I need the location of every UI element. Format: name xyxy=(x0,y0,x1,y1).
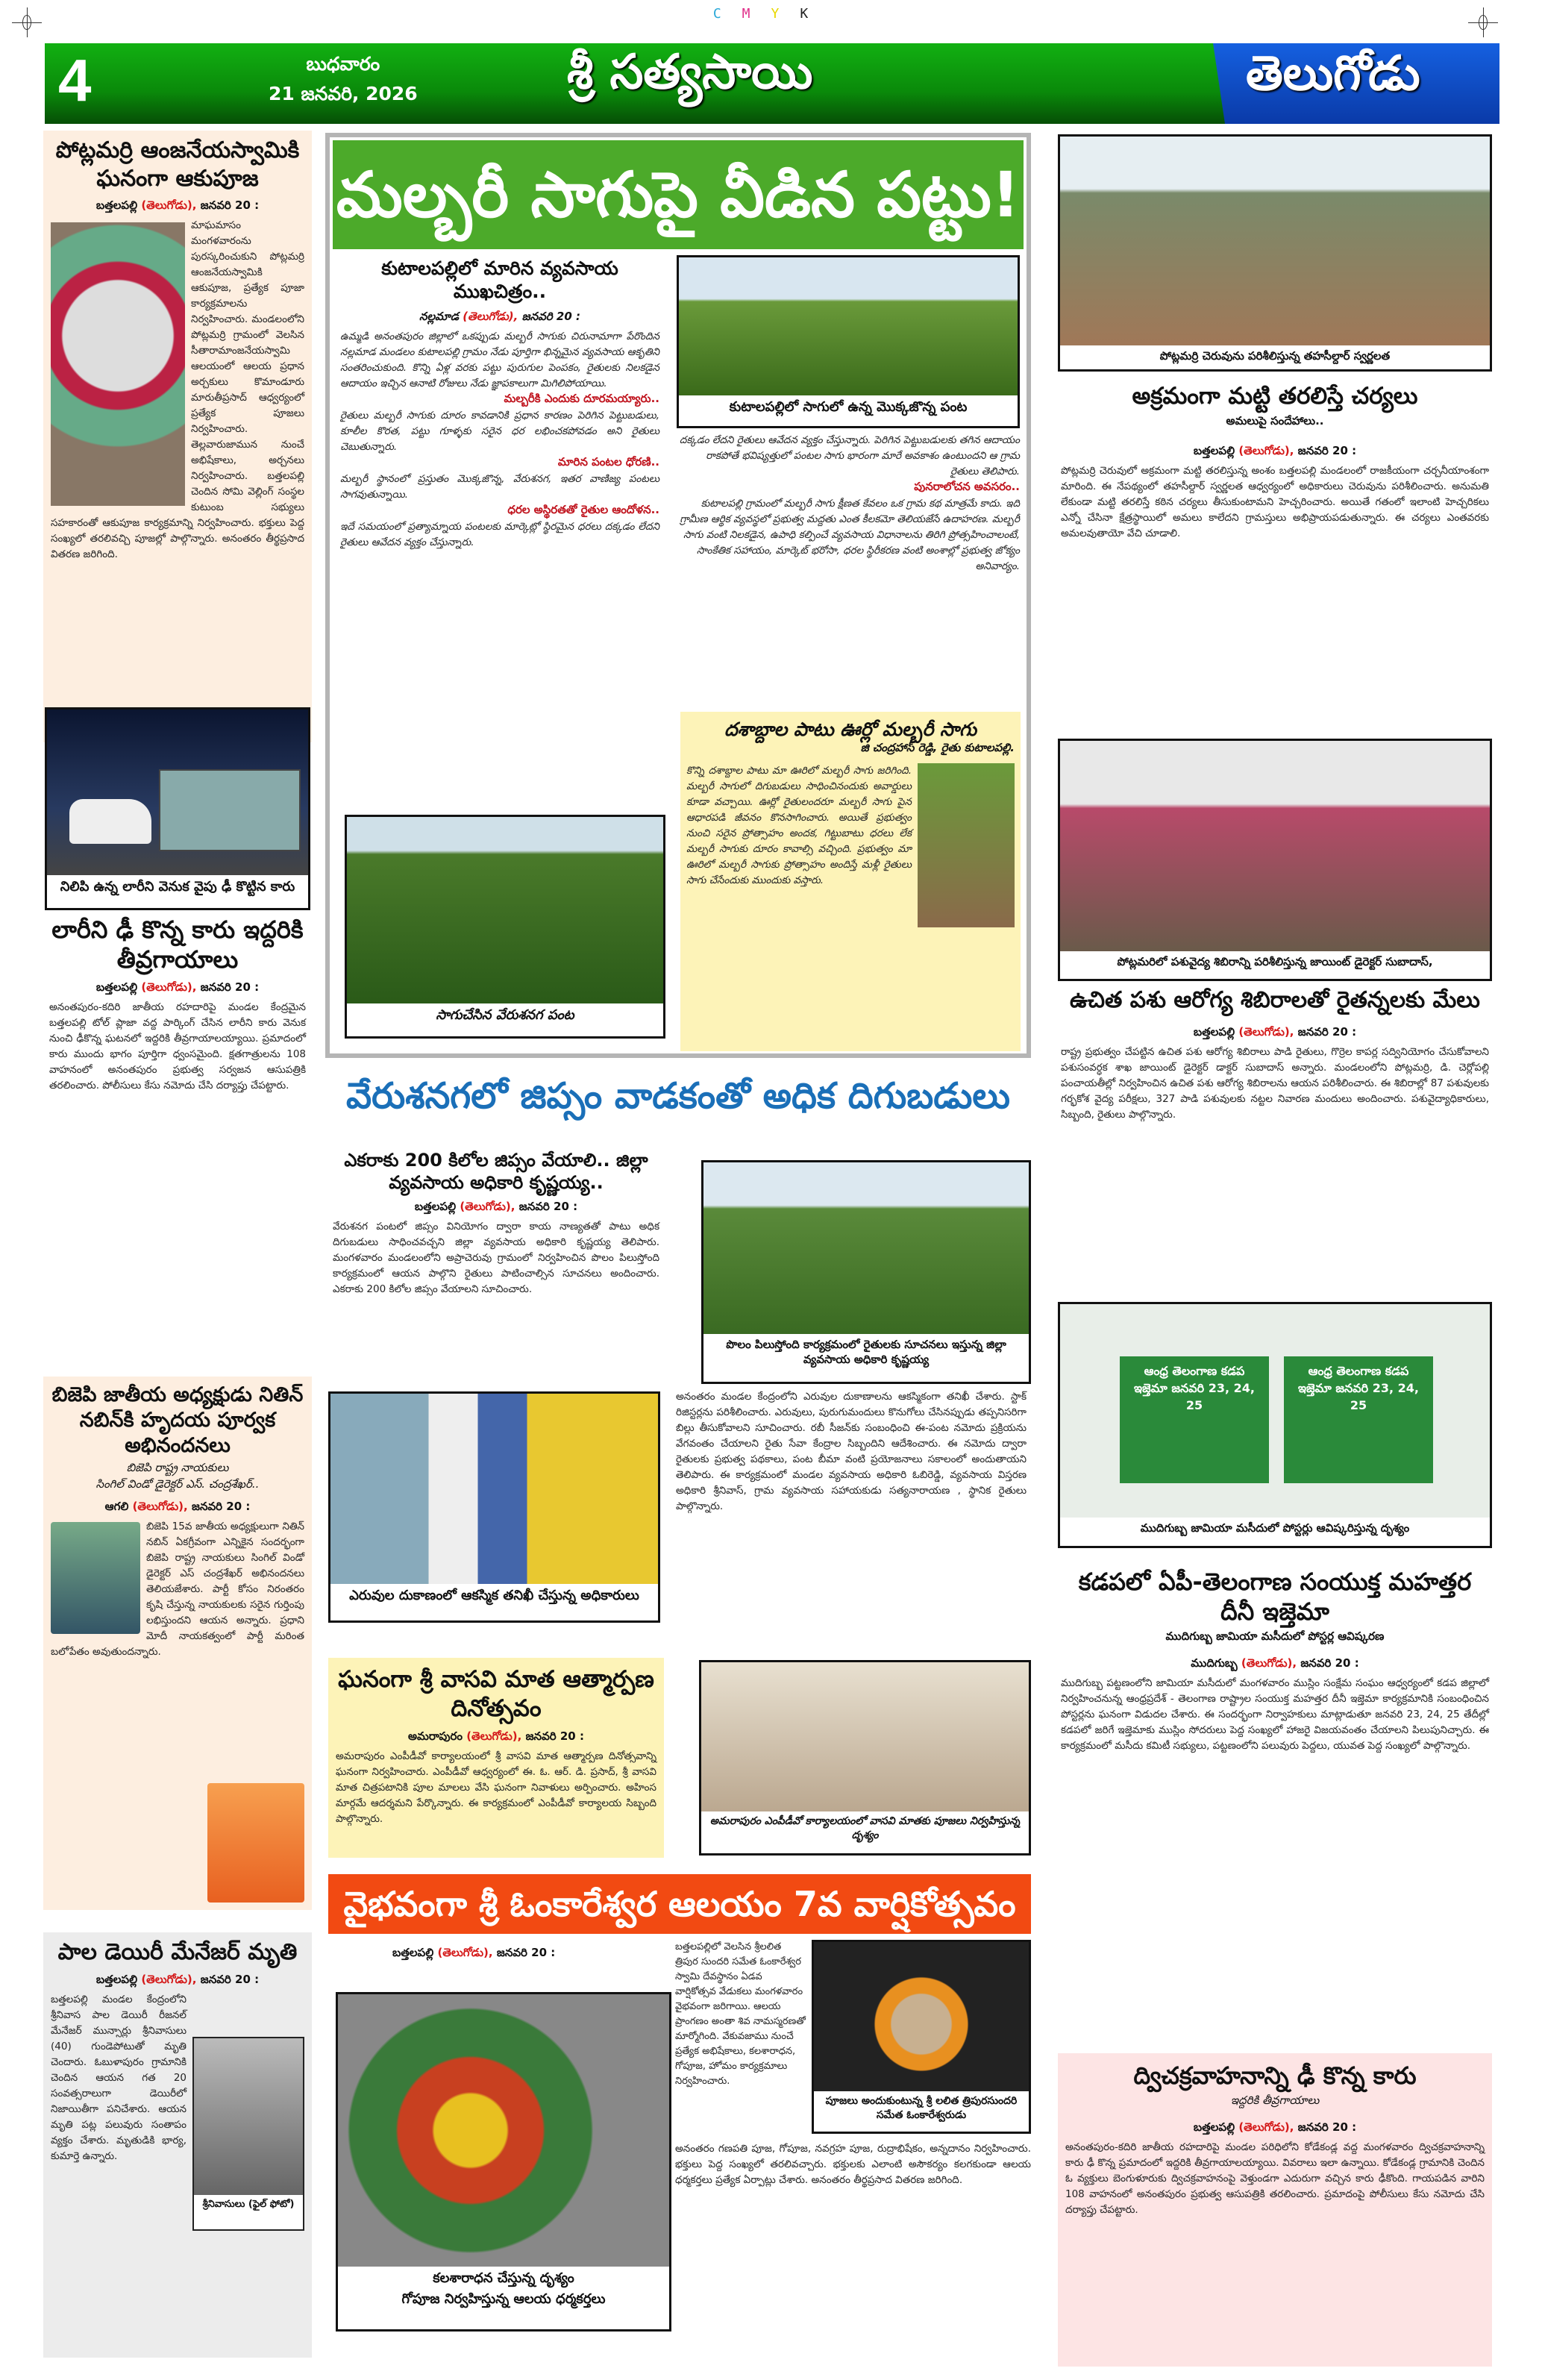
registration-mark-left-icon xyxy=(12,7,42,37)
gypsum-headline: వేరుశనగలో జిప్సం వాడకంతో అధిక దిగుబడులు xyxy=(346,1075,1010,1117)
fertilizer-shop-photo xyxy=(330,1394,658,1584)
shivalinga-photo xyxy=(814,1942,1029,2091)
vet-camp-photo xyxy=(1060,741,1490,951)
article-body: పోట్లమర్రి చెరువులో అక్రమంగా మట్టి తరలిస్తున్న అంశం బత్తలపల్లి మండలంలో రాజకీయంగా చర్చనీయాంశంగా మారింది. ఈ నేపథ్యంలో తహసీల్దార్ స్వర్ణలత ఆధ్వర్యంలో అధికారులు చెరువును పరిశీలించారు. అనుమతి లేకుండా మట్టి తరలిస్తే కఠిన చర్యలు తీసుకుంటామని హెచ్చరించారు. అయితే గతంలో ఇలాంటి హెచ్చరికలు ఎన్నో చేసినా క్షేత్రస్థాయిలో అమలు కాలేదని గ్రామస్తులు అభిప్రాయపడుతున్నారు. ఈ చర్యలు ఎంతవరకు అమలవుతాయో వేచి చూడాలి. xyxy=(1061,464,1489,539)
vasavi-puja-photo xyxy=(701,1662,1029,1811)
headline: ఘనంగా శ్రీ వాసవి మాత ఆత్మార్పణ దినోత్సవం xyxy=(338,1666,654,1722)
article-body: రాష్ట్ర ప్రభుత్వం చేపట్టిన ఉచిత పశు ఆరోగ్య శిబిరాలు పాడి రైతులు, గొర్రెల కాపర్ల సద్వినియోగం చేసుకోవాలని పశుసంవర్ధక శాఖ జాయింట్ డైరెక్టర్ డాక్టర్ సుబాదాస్ అన్నారు. మండలంలోని పోట్లమర్రి, డి. చెర్లోపల్లి పంచాయతీల్లో నిర్వహించిన ఉచిత పశు ఆరోగ్య శిబిరాలను ఆయన పరిశీలించారు. ఈ శిబిరాల్లో 87 పశువులకు గర్భకోశ వైద్య పరీక్షలు, 327 పాడి పశువులకు నట్టల నివారణ మందులు అందించారు. పశువైద్యాధికారులు, సిబ్బంది, రైతులు పాల్గొన్నారు. xyxy=(1061,1045,1489,1121)
ijtema-poster-1: ఆంధ్ర తెలంగాణ కడప ఇజ్తెమా జనవరి 23, 24, 25 xyxy=(1120,1356,1269,1483)
subhead: అమలుపై సందేహాలు.. xyxy=(1226,413,1324,428)
quote-box-chandrahas-reddy xyxy=(680,712,1021,1051)
photo-box-vet-camp xyxy=(1058,739,1492,981)
photo-box-vasavi xyxy=(699,1660,1031,1856)
chandrasekhar-portrait xyxy=(51,1522,140,1634)
headline: అక్రమంగా మట్టి తరలిస్తే చర్యలు xyxy=(1132,383,1418,410)
dateline: బత్తలపల్లి (తెలుగోడు), జనవరి 20 : xyxy=(1193,443,1357,457)
dateline: బత్తలపల్లి (తెలుగోడు), జనవరి 20 : xyxy=(95,198,260,212)
feature-mulberry xyxy=(325,133,1031,1058)
subhead: ఎకరాకు 200 కిలోల జిప్సం వేయాలి.. జిల్లా వ్యవసాయ అధికారి కృష్ణయ్య.. xyxy=(344,1150,648,1193)
photo-caption-2: గోపూజ నిర్వహిస్తున్న ఆలయ ధర్మకర్తలు xyxy=(401,2291,606,2307)
article-body: ముదిగుబ్బ పట్టణంలోని జామియా మసీదులో మంగళవారం ముస్లిం సంక్షేమ సంఘం ఆధ్వర్యంలో కడప జిల్లాలో నిర్వహించనున్న ఆంధ్రప్రదేశ్ - తెలంగాణ రాష్ట్రాల సంయుక్త మహత్తర దీనీ ఇజ్తెమా కార్యక్రమానికి సంబంధించిన పోస్టర్లను ఘనంగా విడుదల చేశారు. ఈ సందర్భంగా నిర్వాహకులు మాట్లాడుతూ జనవరి 23, 24, 25 తేదీల్లో కడపలో జరిగే ఇజ్తెమాకు ముస్లిం సోదరులు పెద్ద సంఖ్యలో హాజరై విజయవంతం చేయాలని పిలుపునిచ్చారు. ఈ కార్యక్రమంలో మసీదు కమిటీ సభ్యులు, పట్టణంలోని పలువురు పెద్దలు, యువత పెద్ద సంఖ్యలో పాల్గొన్నారు. xyxy=(1061,1677,1489,1752)
body-1: ఉమ్మడి అనంతపురం జిల్లాలో ఒకప్పుడు మల్బరీ సాగుకు చిరునామాగా పేరొందిన నల్లమాడ మండలం కుటాలపల్లి గ్రామం నేడు పూర్తిగా భిన్నమైన వ్యవసాయ ఆకృతిని సంతరించుకుంది. కొన్ని ఏళ్ల వరకు పట్టు పురుగుల పెంపకం, రైతులకు నిలకడైన ఆదాయం ఇచ్చిన ఆనాటి రోజులు నేడు జ్ఞాపకాలుగా మిగిలిపోయాయి. xyxy=(340,330,659,389)
photo-caption-1: కలశారాధన చేస్తున్న దృశ్యం xyxy=(433,2270,574,2286)
gypsum-article-right xyxy=(671,1389,1031,1515)
photo-box-shivalinga xyxy=(812,1940,1031,2134)
article-body: అనంతపురం-కదిరి జాతీయ రహదారిపై మండల పరిధిలోని కోడేకండ్ల వద్ద మంగళవారం ద్విచక్రవాహనాన్ని కారు ఢీ కొన్న ప్రమాదంలో ఇద్దరికి తీవ్రగాయాలయ్యాయి. వివరాలు ఇలా ఉన్నాయి. కోడేకండ్ల గ్రామానికి చెందిన ఓ వ్యక్తులు బెంగుళూరుకు ద్విచక్రవాహనంపై వెళ్తుండగా ఎదురుగా వచ్చిన కారు ఢీకొంది. గాయపడిన వారిని 108 వాహనంలో అనంతపురం ప్రభుత్వ ఆసుపత్రికి తరలించారు. ప్రమాదంపై పోలీసులు కేసు నమోదు చేసి దర్యాప్తు చేపట్టారు. xyxy=(1065,2141,1485,2216)
gypsum-article-left xyxy=(328,1149,664,1297)
article-body: వేరుశనగ పంటలో జిప్సం వినియోగం ద్వారా కాయ నాణ్యతతో పాటు అధిక దిగుబడులు సాధించవచ్చని జిల్లా వ్యవసాయ అధికారి కృష్ణయ్య తెలిపారు. మంగళవారం మండలంలోని అప్రాచెరువు గ్రామంలో నిర్వహించిన పొలం పిలుస్తోంది కార్యక్రమంలో ఆయన పాల్గొని రైతులు పాటించాల్సిన సూచనలు అందించారు. ఎకరాకు 200 కిలోల జిప్సం వేయాలని సూచించారు. xyxy=(333,1221,659,1295)
omkar-article-narrow-col xyxy=(675,1940,806,2089)
article-two-wheeler-accident xyxy=(1058,2053,1492,2367)
article-dairy-manager-death xyxy=(43,1932,312,2358)
article-body-2: అనంతరం గణపతి పూజ, గోపూజ, నవగ్రహ పూజ, రుద్రాభిషేకం, అన్నదానం నిర్వహించారు. భక్తులు పెద్ద సంఖ్యలో తరలివచ్చారు. భక్తులకు ఎలాంటి అసౌకర్యం కలగకుండా ఆలయ ధర్మకర్తలు ప్రత్యేక ఏర్పాట్లు చేశారు. అనంతరం తీర్థప్రసాద వితరణ జరిగింది. xyxy=(675,2143,1031,2186)
photo-box-lorry-accident xyxy=(45,707,310,910)
cmyk-c: C xyxy=(712,6,742,22)
cmyk-k: K xyxy=(800,6,830,22)
cmyk-y: Y xyxy=(771,6,800,22)
article-bjp-nitin-nabin xyxy=(43,1377,312,1910)
srinivasulu-photo-box xyxy=(192,2037,304,2231)
red-subhead-3: ధరల అస్థిరతతో రైతుల ఆందోళన.. xyxy=(507,502,659,516)
article-vet-camp xyxy=(1058,986,1492,1123)
photo-caption: పూజలు అందుకుంటున్న శ్రీ లలిత త్రిపురసుందరి సమేత ఓంకారేశ్వరుడు xyxy=(825,2095,1018,2121)
quote-headline: దశాబ్దాల పాటు ఊర్లో మల్బరీ సాగు xyxy=(724,718,977,740)
article-body: అనంతపురం-కదిరి జాతీయ రహదారిపై మండల కేంద్రమైన బత్తలపల్లి టోల్ ప్లాజా వద్ద పార్కింగ్ చేసిన లారీని కారు వెనుక నుంచి ఢీకొన్న ఘటనలో ఇద్దరికి తీవ్రగాయాలయ్యాయి. ప్రమాదంలో కారు ముందు భాగం పూర్తిగా ధ్వంసమైంది. క్షతగాత్రులను 108 వాహనంలో అనంతపురం ప్రభుత్వ సర్వజన ఆసుపత్రికి తరలించారు. పోలీసులు కేసు నమోదు చేసి దర్యాప్తు చేపట్టారు. xyxy=(49,1001,306,1092)
edition-title: శ్రీ సత్యసాయి xyxy=(567,45,813,100)
article-body: బత్తలపల్లి మండల కేంద్రంలోని శ్రీనివాస పాల డెయిరీ రీజనల్ మేనేజర్ మున్సార్లు శ్రీనివాసులు (40) గుండెపోటుతో మృతి చెందారు. ఓబుళాపురం గ్రామానికి చెందిన ఆయన గత 20 సంవత్సరాలుగా డెయిరీలో నిజాయితీగా పనిచేశారు. ఆయన మృతి పట్ల పలువురు సంతాపం వ్యక్తం చేశారు. మృతుడికి భార్య, కుమార్తె ఉన్నారు. xyxy=(51,1993,187,2162)
page-number: 4 xyxy=(58,47,92,113)
quote-byline: జి చంద్రహాస్ రెడ్డి, రైతు కుటాలపల్లి. xyxy=(860,741,1015,755)
photo-caption: ఎరువుల దుకాణంలో ఆకస్మిక తనిఖీ చేస్తున్న అధికారులు xyxy=(349,1588,639,1603)
headline: ఉచిత పశు ఆరోగ్య శిబిరాలతో రైతన్నలకు మేలు xyxy=(1070,987,1480,1013)
body-4: ఇదే సమయంలో ప్రత్యామ్నాయ పంటలకు మార్కెట్లో స్థిరమైన ధరలు దక్కడం లేదని రైతులు ఆవేదన వ్యక్తం చేస్తున్నారు. xyxy=(340,520,659,548)
photo-caption: పోట్లమర్రి చెరువును పరిశీలిస్తున్న తహసీల్దార్ స్వర్ణలత xyxy=(1159,349,1391,363)
dateline: నల్లమాడ (తెలుగోడు), జనవరి 20 : xyxy=(419,309,580,323)
headline: బిజెపి జాతీయ అధ్యక్షుడు నితిన్ నబిన్‌కి హృదయ పూర్వక అభినందనలు xyxy=(51,1383,304,1457)
quote-body: కొన్ని దశాబ్దాల పాటు మా ఊరిలో మల్బరీ సాగు జరిగింది. మల్బరీ సాగులో దిగుబడులు సాధించినందుకు అవార్డులు కూడా వచ్చాయి. ఊర్లో రైతులందరూ మల్బరీ సాగు పైన ఆధారపడి జీవనం కొనసాగించారు. అయితే ప్రభుత్వం నుంచి సరైన ప్రోత్సాహం అందక, గిట్టుబాటు ధరలు లేక మల్బరీ సాగుకు దూరం కావాల్సి వచ్చింది. ప్రభుత్వం మా ఊరిలో మల్బరీ సాగుకు ప్రోత్సాహం అందిస్తే మళ్లీ రైతులు సాగు చేసేందుకు ముందుకు వస్తారు. xyxy=(686,765,912,887)
car-shape xyxy=(69,799,151,844)
article-lorry-accident xyxy=(43,912,312,1359)
feature-banner: మల్బరీ సాగుపై వీడిన పట్టు! xyxy=(333,140,1024,249)
lorry-shape xyxy=(159,769,301,851)
article-body: మాఘమాసం మంగళవారంను పురస్కరించుకుని పోట్లమర్రి ఆంజనేయస్వామికి ఆకుపూజ, ప్రత్యేక పూజా కార్యక్రమాలను నిర్వహించారు. మండలంలోని పోట్లమర్రి గ్రామంలో వెలసిన సీతారామాంజనేయస్వామి ఆలయంలో ఆలయ ప్రధాన అర్చకులు కొమాండూరు మారుతీప్రసాద్ ఆధ్వర్యంలో ప్రత్యేక పూజలు నిర్వహించారు. తెల్లవారుజామున నుంచే అభిషేకాలు, అర్చనలు నిర్వహించారు. బత్తలపల్లి చెందిన సోమి వెల్లింగ్ సంస్థల కుటుంబ సభ్యులు సహకారంతో ఆకుపూజ కార్యక్రమాన్ని నిర్వహించారు. భక్తులు పెద్ద సంఖ్యలో తరలివచ్చి పూజల్లో పాల్గొన్నారు. అనంతరం తీర్థప్రసాద వితరణ జరిగింది. xyxy=(51,219,304,560)
omkareshwara-banner: వైభవంగా శ్రీ ఓంకారేశ్వర ఆలయం 7వ వార్షికోత్సవం xyxy=(328,1874,1031,1934)
groundnut-crop-photo xyxy=(347,817,663,1003)
subhead-2: సింగిల్ విండో డైరెక్టర్ ఎస్. చంద్రశేఖర్.. xyxy=(95,1477,260,1491)
headline: ద్విచక్రవాహనాన్ని ఢీ కొన్న కారు xyxy=(1133,2061,1417,2090)
article-ijtema xyxy=(1058,1567,1492,1754)
srinivasulu-portrait xyxy=(194,2038,303,2195)
photo-caption: కుటాలపల్లిలో సాగులో ఉన్న మొక్కజొన్న పంట xyxy=(729,399,968,415)
article-vasavi-matha xyxy=(328,1658,664,1858)
photo-caption: అమరాపురం ఎంపీడీవో కార్యాలయంలో వాసవి మాతకు పూజలు నిర్వహిస్తున్న దృశ్యం xyxy=(709,1815,1021,1841)
body-3: మల్బరీ స్థానంలో ప్రస్తుతం మొక్కజొన్న, వేరుశనగ, ఇతర వాణిజ్య పంటలు సాగవుతున్నాయి. xyxy=(340,472,659,501)
subhead: ఇద్దరికి తీవ్రగాయాలు xyxy=(1230,2094,1320,2107)
tahsildar-inspection-photo xyxy=(1060,137,1490,345)
photo-box-maize xyxy=(677,255,1020,428)
farmer-portrait xyxy=(918,763,1015,927)
photo-caption: శ్రీనివాసులు (ఫైల్ ఫోటో) xyxy=(202,2198,295,2210)
cmyk-registration-marks xyxy=(0,6,1542,22)
dateline: ముదిగుబ్బ (తెలుగోడు), జనవరి 20 : xyxy=(1191,1656,1359,1670)
body-2: రైతులు మల్బరీ సాగుకు దూరం కావడానికి ప్రధాన కారణం పెరిగిన పెట్టుబడులు, కూలీల కొరత, పట్టు గూళ్ళకు సరైన ధర లభించకపోవడం అని రైతులు చెబుతున్నారు. xyxy=(340,409,659,453)
brand-logo: తెలుగోడు xyxy=(1246,46,1420,101)
body-6: కుటాలపల్లి గ్రామంలో మల్బరీ సాగు క్షీణత కేవలం ఒక గ్రామ కథ మాత్రమే కాదు. ఇది గ్రామీణ ఆర్థిక వ్యవస్థలో ప్రభుత్వ మద్దతు ఎంత కీలకమో తెలియజేసే ఉదాహరణ. మల్బరీ సాగు వంటి నిలకడైన, ఉపాధి కల్పించే వ్యవసాయ విధానాలను తిరిగి ప్రోత్సహించాలంటే, సాంకేతిక సహాయం, మార్కెట్ భరోసా, ధరల స్థిరీకరణ వంటి అంశాల్లో ప్రభుత్వ జోక్యం అనివార్యం. xyxy=(680,498,1020,572)
article-body-1: బత్తలపల్లిలో వెలసిన శ్రీలలిత త్రిపుర సుందరి సమేత ఓంకారేశ్వర స్వామి దేవస్థానం ఏడవ వార్షికోత్సవ వేడుకలు మంగళవారం వైభవంగా జరిగాయి. ఆలయ ప్రాంగణం అంతా శివ నామస్మరణతో మార్మోగింది. వేకువజాము నుంచే ప్రత్యేక అభిషేకాలు, కలశారాధన, గోపూజ, హోమం కార్యక్రమాలు నిర్వహించారు. xyxy=(675,1941,806,2087)
dateline: ఆగలి (తెలుగోడు), జనవరి 20 : xyxy=(104,1500,251,1514)
polam-pilustondi-photo xyxy=(703,1162,1029,1334)
photo-box-fertilizer-shop xyxy=(328,1391,660,1623)
photo-box-ijtema-poster xyxy=(1058,1302,1492,1548)
photo-box-kalasharadhana xyxy=(336,1992,671,2332)
omkar-article-bottom xyxy=(675,2141,1031,2188)
photo-box-tahsildar xyxy=(1058,134,1492,372)
issue-date: 21 జనవరి, 2026 xyxy=(269,83,418,104)
red-subhead-2: మారిన పంటల ధోరణి.. xyxy=(557,454,659,469)
ijtema-poster-photo xyxy=(1060,1304,1490,1518)
photo-caption: ముదిగుబ్బ జామియా మసీదులో పోస్టర్లు ఆవిష్కరిస్తున్న దృశ్యం xyxy=(1140,1521,1410,1535)
headline: లారీని ఢీ కొన్న కారు ఇద్దరికి తీవ్రగాయాలు xyxy=(51,915,304,974)
cmyk-m: M xyxy=(742,6,771,22)
article-potlamarri-akupuja xyxy=(43,131,312,742)
date-block xyxy=(269,49,418,109)
subhead: ముదిగుబ్బ జామియా మసీదులో పోస్టర్ల ఆవిష్కరణ xyxy=(1165,1629,1385,1643)
registration-mark-right-icon xyxy=(1468,7,1498,37)
photo-box-polam-pilustondi xyxy=(701,1160,1031,1384)
article-body: అమరాపురం ఎంపీడీవో కార్యాలయంలో శ్రీ వాసవి మాత ఆత్మార్పణ దినోత్సవాన్ని ఘనంగా నిర్వహించారు. ఎంపీడీవో ఆధ్వర్యంలో ఈ. ఓ. ఆర్. డి. ప్రసాద్, శ్రీ వాసవి మాత చిత్రపటానికి పూల మాలలు వేసి ఘనంగా నివాళులు అర్పించారు. అహింస మార్గమే ఆదర్శమని పేర్కొన్నారు. ఈ కార్యక్రమంలో ఎంపీడీవో కార్యాలయ సిబ్బంది పాల్గొన్నారు. xyxy=(336,1750,656,1825)
headline: పాల డెయిరీ మేనేజర్ మృతి xyxy=(57,1939,298,1965)
headline: కడపలో ఏపీ-తెలంగాణ సంయుక్త మహత్తర దీనీ ఇజ్తెమా xyxy=(1078,1568,1472,1626)
dateline: బత్తలపల్లి (తెలుగోడు), జనవరి 20 : xyxy=(1193,2120,1357,2134)
body-5: దక్కడం లేదని రైతులు ఆవేదన వ్యక్తం చేస్తున్నారు. పెరిగిన పెట్టుబడులకు తగిన ఆదాయం రాకపోతే భవిష్యత్తులో పంటల సాగు భారంగా మారే అవకాశం ఉంటుందని ఆ గ్రామ రైతులు తెలిపారు. xyxy=(679,434,1020,477)
photo-box-groundnut xyxy=(345,815,665,1039)
ijtema-poster-2: ఆంధ్ర తెలంగాణ కడప ఇజ్తెమా జనవరి 23, 24, 25 xyxy=(1284,1356,1433,1483)
dateline: బత్తలపల్లి (తెలుగోడు), జనవరి 20 : xyxy=(414,1200,578,1213)
red-subhead-4: పునరాలోచన అవసరం.. xyxy=(914,480,1020,493)
headline: పోట్లమర్రి ఆంజనేయస్వామికి ఘనంగా ఆకుపూజ xyxy=(55,137,300,192)
red-subhead-1: మల్బరీకి ఎందుకు దూరమయ్యారు.. xyxy=(504,391,659,405)
article-illegal-soil xyxy=(1058,382,1492,542)
photo-caption: సాగుచేసిన వేరుశనగ పంట xyxy=(436,1007,574,1023)
dateline: బత్తలపల్లి (తెలుగోడు), జనవరి 20 : xyxy=(95,980,260,994)
subhead-1: బిజెపి రాష్ట్ర నాయకులు xyxy=(126,1461,229,1475)
lorry-accident-photo xyxy=(47,710,308,875)
photo-caption: పొలం పిలుస్తోంది కార్యక్రమంలో రైతులకు సూచనలు ఇస్తున్న జిల్లా వ్యవసాయ అధికారి కృష్ణయ్య xyxy=(726,1338,1006,1366)
dateline: బత్తలపల్లి (తెలుగోడు), జనవరి 20 : xyxy=(1193,1024,1357,1039)
feature-right-col xyxy=(677,433,1020,574)
article-body: బిజెపి 15వ జాతీయ అధ్యక్షులుగా నితిన్ నబిన్ ఏకగ్రీవంగా ఎన్నికైన సందర్భంగా బిజెపి రాష్ట్ర నాయకులు సింగిల్ విండో డైరెక్టర్ ఎస్ చంద్రశేఖర్ అభినందనలు తెలియజేశారు. పార్టీ కోసం నిరంతరం కృషి చేస్తున్న నాయకులకు సరైన గుర్తింపు లభిస్తుందని ఆయన అన్నారు. ప్రధాని మోదీ నాయకత్వంలో పార్టీ మరింత బలోపేతం అవుతుందన్నారు. xyxy=(51,1521,304,1659)
hanuman-idol-photo xyxy=(51,222,185,506)
dateline: బత్తలపల్లి (తెలుగోడు), జనవరి 20 : xyxy=(95,1972,260,1986)
photo-caption: పోట్లమరిలో పశువైద్య శిబిరాన్ని పరిశీలిస్తున్న జాయింట్ డైరెక్టర్ సుబాదాస్, xyxy=(1117,955,1433,968)
maize-crop-photo xyxy=(679,257,1018,395)
article-body-2: అనంతరం మండల కేంద్రంలోని ఎరువుల దుకాణాలను ఆకస్మికంగా తనిఖీ చేశారు. స్టాక్ రిజిస్టర్లను పరిశీలించారు. ఎరువులు, పురుగుమందులు కొనుగోలు చేసినప్పుడు తప్పనిసరిగా బిల్లు తీసుకోవాలని సూచించారు. రబీ సీజన్‌కు సంబంధించి ఈ-పంట నమోదు ప్రక్రియను వేగవంతం చేయాలని రైతు సేవా కేంద్రాల సిబ్బందిని ఆదేశించారు. ఈ నమోదు ద్వారా రైతులకు ప్రభుత్వ పథకాలు, పంట బీమా వంటి ప్రయోజనాలు సకాలంలో అందుతాయని తెలిపారు. ఈ కార్యక్రమంలో మండల వ్యవసాయ అధికారి ఓబిరెడ్డి, వ్యవసాయ విస్తరణ అధికారి శ్రీనివాస్, గ్రామ వ్యవసాయ సహాయకుడు సత్యనారాయణ , స్థానిక రైతులు పాల్గొన్నారు. xyxy=(676,1391,1027,1512)
feature-subhead: కుటాలపల్లిలో మారిన వ్యవసాయ ముఖచిత్రం.. xyxy=(381,257,618,303)
weekday: బుధవారం xyxy=(306,53,380,75)
dateline: బత్తలపల్లి (తెలుగోడు), జనవరి 20 : xyxy=(392,1946,556,1959)
dateline: అమరాపురం (తెలుగోడు), జనవరి 20 : xyxy=(408,1729,584,1743)
feature-left-col xyxy=(336,257,664,551)
nitin-nabin-portrait xyxy=(207,1783,304,1903)
photo-caption: నిలిపి ఉన్న లారీని వెనుక వైపు ఢీ కొట్టిన కారు xyxy=(60,879,295,895)
kalasharadhana-photo xyxy=(338,1994,669,2267)
